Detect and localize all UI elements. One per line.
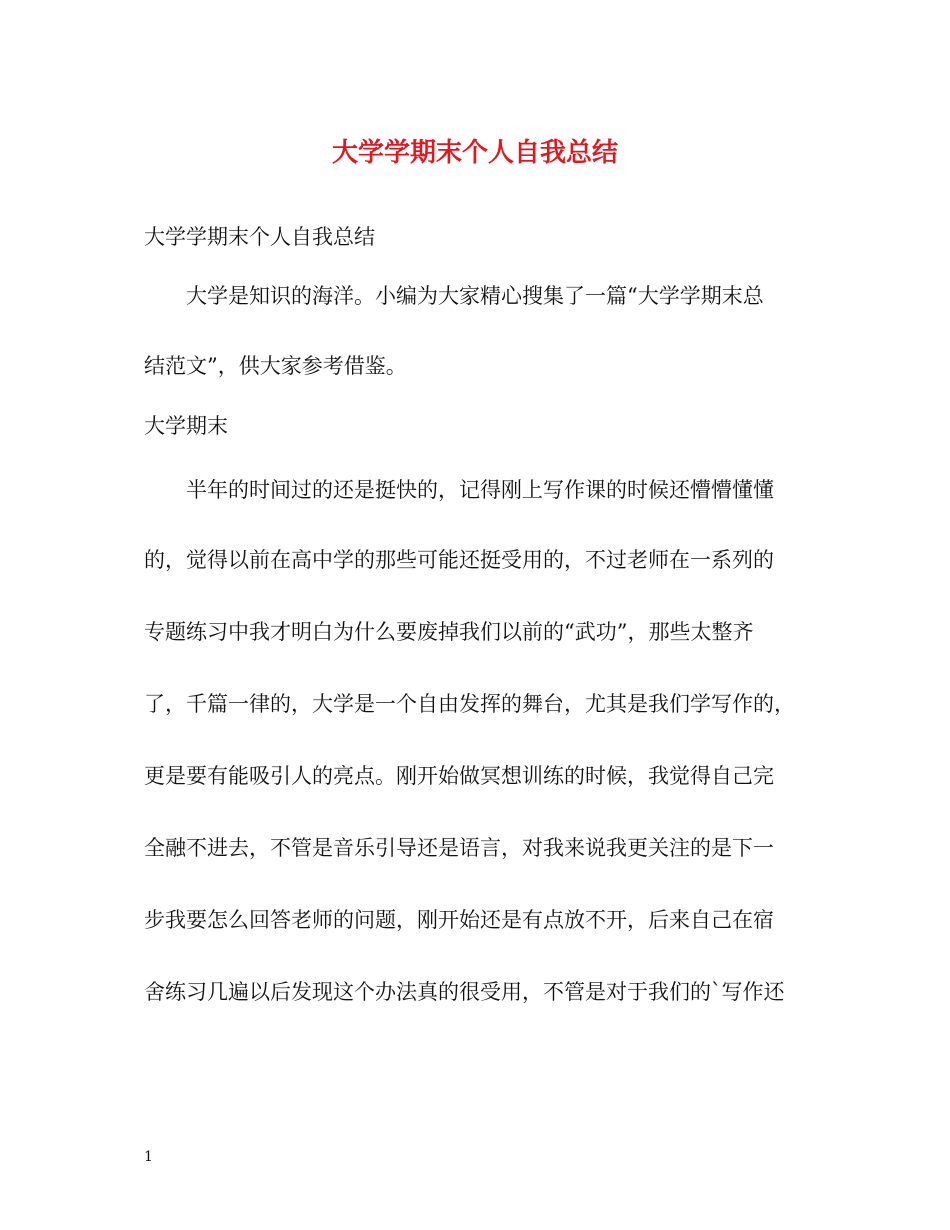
body-line: 全融不进去，不管是音乐引导还是语言，对我来说我更关注的是下一 <box>144 836 774 860</box>
subtitle-line: 大学学期末个人自我总结 <box>144 225 375 249</box>
body-line: 的，觉得以前在高中学的那些可能还挺受用的，不过老师在一系列的 <box>144 548 774 572</box>
body-line: 大学是知识的海洋。小编为大家精心搜集了一篇“大学学期末总 <box>144 284 764 308</box>
document-title: 大学学期末个人自我总结 <box>331 138 618 168</box>
body-line: 舍练习几遍以后发现这个办法真的很受用，不管是对于我们的`写作还 <box>144 980 785 1004</box>
body-line: 更是要有能吸引人的亮点。刚开始做冥想训练的时候，我觉得自己完 <box>144 764 774 788</box>
body-line: 半年的时间过的还是挺快的，记得刚上写作课的时候还懵懵懂懂 <box>144 478 774 502</box>
body-line: 专题练习中我才明白为什么要废掉我们以前的“武功”，那些太整齐 <box>144 620 754 644</box>
section-heading: 大学期末 <box>144 414 228 438</box>
body-line: 了，千篇一律的，大学是一个自由发挥的舞台，尤其是我们学写作的， <box>144 692 795 716</box>
body-line: 步我要怎么回答老师的问题，刚开始还是有点放不开，后来自己在宿 <box>144 908 774 932</box>
page-number: 1 <box>144 1149 153 1165</box>
body-line: 结范文”，供大家参考借鉴。 <box>144 354 407 378</box>
